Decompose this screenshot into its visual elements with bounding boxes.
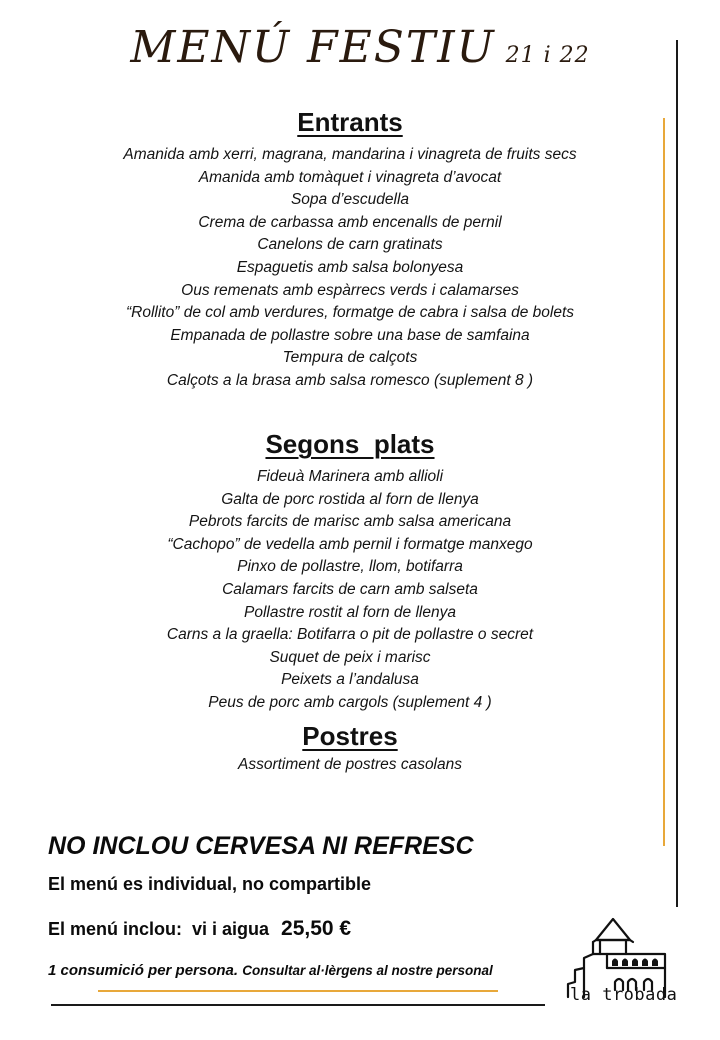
menu-dates: 21 i 22 [505, 43, 590, 68]
horizontal-rule-black [51, 1004, 545, 1006]
list-item: Tempura de calçots [282, 349, 418, 367]
menu-title [0, 22, 720, 73]
list-item: Pollastre rostit al forn de llenya [244, 603, 456, 621]
entrants-list [0, 144, 700, 393]
list-item: Suquet de peix i marisc [269, 648, 431, 666]
inclou-notice [48, 917, 351, 941]
section-title-segons: Segons plats [265, 429, 435, 459]
list-item: Calamars farcits de carn amb salseta [222, 580, 478, 598]
list-item: Amanida amb tomàquet i vinagreta d’avocat [198, 168, 502, 186]
list-item: Fideuà Marinera amb allioli [256, 468, 444, 485]
list-item: Carns a la graella: Botifarra o pit de pollastre o secret [166, 626, 534, 644]
list-item: Pinxo de pollastre, llom, botifarra [237, 558, 463, 576]
section-postres [0, 720, 700, 777]
list-item: Amanida amb xerri, magrana, mandarina i vinagreta de fruits secs [123, 146, 577, 163]
section-segons-plats [0, 428, 700, 715]
individual-notice: El menú es individual, no compartible [48, 874, 372, 894]
list-item: Canelons de carn gratinats [257, 236, 443, 254]
list-item: Galta de porc rostida al forn de llenya [221, 490, 479, 508]
list-item: “Cachopo” de vedella amb pernil i formatge manxego [167, 535, 533, 553]
list-item: Espaguetis amb salsa bolonyesa [236, 258, 464, 276]
list-item: Sopa d’escudella [290, 191, 410, 209]
list-item: Pebrots farcits de marisc amb salsa americana [188, 513, 512, 531]
list-item: Peus de porc amb cargols (suplement 4 ) [208, 693, 492, 711]
list-item: Peixets a l’andalusa [281, 671, 419, 689]
list-item: Ous remenats amb espàrrecs verds i calamarses [181, 281, 519, 299]
section-entrants [0, 106, 700, 393]
logo-name: la trobada [570, 985, 678, 1005]
inclou-label: El menú inclou: vi i aigua [48, 919, 270, 939]
section-title-postres: Postres [302, 721, 398, 751]
allergens-text: Consultar al·lèrgens al nostre personal [242, 963, 493, 978]
no-inclou-notice: NO INCLOU CERVESA NI REFRESC [48, 832, 474, 860]
postres-list [0, 754, 700, 777]
menu-title-text: MENÚ FESTIU [130, 22, 496, 73]
section-title-entrants: Entrants [297, 107, 403, 137]
segons-list [0, 466, 700, 715]
list-item: Crema de carbassa amb encenalls de pernil [198, 213, 502, 231]
list-item: “Rollito” de col amb verdures, formatge de cabra i salsa de bolets [126, 304, 574, 322]
consumicio-notice [48, 962, 493, 979]
menu-price: 25,50 € [281, 917, 352, 940]
list-item: Calçots a la brasa amb salsa romesco (suplement 8 ) [166, 371, 534, 389]
list-item: Assortiment de postres casolans [238, 756, 462, 773]
list-item: Empanada de pollastre sobre una base de samfaina [170, 326, 530, 344]
consumicio-text: 1 consumició per persona. [48, 962, 239, 979]
horizontal-rule-gold [98, 990, 498, 992]
